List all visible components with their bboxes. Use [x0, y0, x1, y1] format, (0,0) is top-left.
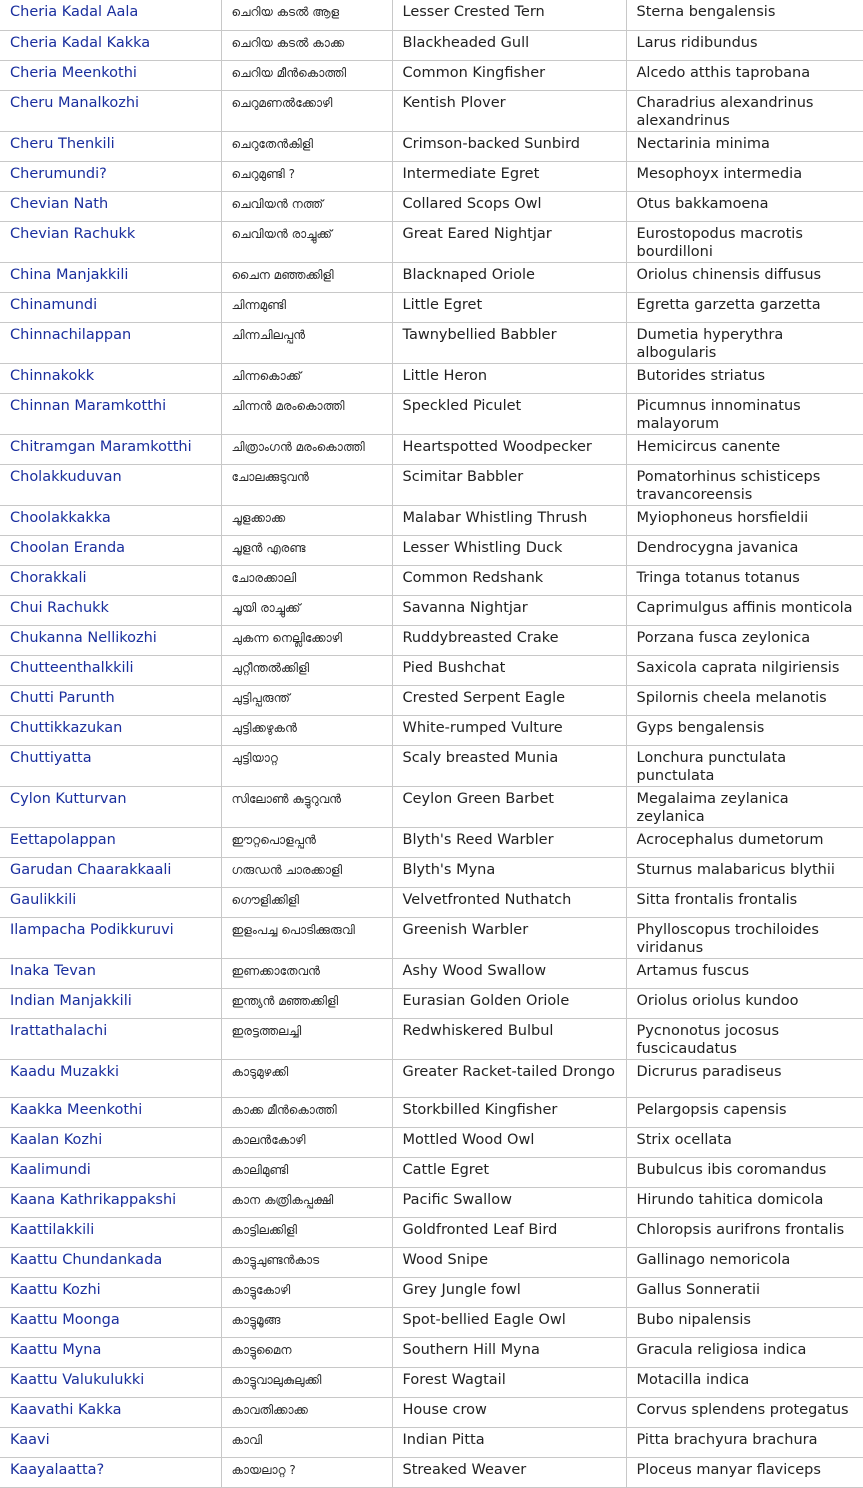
malayalam-name-cell: ചെവിയൻ രാച്ചുക്ക് [221, 221, 392, 262]
english-name-cell: Wood Snipe [392, 1247, 626, 1277]
table-row [0, 1059, 863, 1097]
local-name-cell: Chuttiyatta [0, 745, 221, 786]
scientific-name-cell: Tringa totanus totanus [626, 565, 863, 595]
table-row [0, 191, 863, 221]
malayalam-name-cell: ഇളംപച്ച പൊടിക്കുരുവി [221, 917, 392, 958]
table-row [0, 917, 863, 958]
english-name-cell: Intermediate Egret [392, 161, 626, 191]
english-name-cell: Grey Jungle fowl [392, 1277, 626, 1307]
table-row [0, 535, 863, 565]
english-name-cell: Little Heron [392, 363, 626, 393]
malayalam-name-cell: കാലിമുണ്ടി [221, 1157, 392, 1187]
local-name-cell: Chinnan Maramkotthi [0, 393, 221, 434]
scientific-name-cell: Hemicircus canente [626, 434, 863, 464]
local-name-cell: Inaka Tevan [0, 958, 221, 988]
malayalam-name-cell: ഗൌളിക്കിളി [221, 887, 392, 917]
scientific-name-cell: Megalaima zeylanica zeylanica [626, 786, 863, 827]
english-name-cell: Velvetfronted Nuthatch [392, 887, 626, 917]
local-name-cell: Indian Manjakkili [0, 988, 221, 1018]
malayalam-name-cell: ചെറിയ കടൽ ആള [221, 0, 392, 30]
scientific-name-cell: Dumetia hyperythra albogularis [626, 322, 863, 363]
table-row [0, 1247, 863, 1277]
scientific-name-cell: Motacilla indica [626, 1367, 863, 1397]
scientific-name-cell: Oriolus chinensis diffusus [626, 262, 863, 292]
scientific-name-cell: Caprimulgus affinis monticola [626, 595, 863, 625]
table-row [0, 1097, 863, 1127]
scientific-name-cell: Alcedo atthis taprobana [626, 60, 863, 90]
malayalam-name-cell: ചിന്നൻ മരംകൊത്തി [221, 393, 392, 434]
english-name-cell: Crimson-backed Sunbird [392, 131, 626, 161]
table-row [0, 262, 863, 292]
local-name-cell: Kaana Kathrikappakshi [0, 1187, 221, 1217]
scientific-name-cell: Chloropsis aurifrons frontalis [626, 1217, 863, 1247]
malayalam-name-cell: കാടുമുഴക്കി [221, 1059, 392, 1097]
scientific-name-cell: Gyps bengalensis [626, 715, 863, 745]
scientific-name-cell: Pitta brachyura brachura [626, 1427, 863, 1457]
local-name-cell: Kaattu Chundankada [0, 1247, 221, 1277]
scientific-name-cell: Dendrocygna javanica [626, 535, 863, 565]
malayalam-name-cell: ചെറുമണൽക്കോഴി [221, 90, 392, 131]
malayalam-name-cell: സിലോൺ കുട്ടുറുവൻ [221, 786, 392, 827]
scientific-name-cell: Pycnonotus jocosus fuscicaudatus [626, 1018, 863, 1059]
scientific-name-cell: Phylloscopus trochiloides viridanus [626, 917, 863, 958]
table-row [0, 1427, 863, 1457]
scientific-name-cell: Pomatorhinus schisticeps travancoreensis [626, 464, 863, 505]
english-name-cell: White-rumped Vulture [392, 715, 626, 745]
local-name-cell: Chui Rachukk [0, 595, 221, 625]
scientific-name-cell: Acrocephalus dumetorum [626, 827, 863, 857]
table-row [0, 363, 863, 393]
english-name-cell: Scaly breasted Munia [392, 745, 626, 786]
scientific-name-cell: Hirundo tahitica domicola [626, 1187, 863, 1217]
english-name-cell: Blyth's Reed Warbler [392, 827, 626, 857]
malayalam-name-cell: ചുറ്റീന്തൽക്കിളി [221, 655, 392, 685]
malayalam-name-cell: ചിത്രാംഗൻ മരംകൊത്തി [221, 434, 392, 464]
english-name-cell: Blackheaded Gull [392, 30, 626, 60]
scientific-name-cell: Larus ridibundus [626, 30, 863, 60]
scientific-name-cell: Bubulcus ibis coromandus [626, 1157, 863, 1187]
scientific-name-cell: Spilornis cheela melanotis [626, 685, 863, 715]
scientific-name-cell: Mesophoyx intermedia [626, 161, 863, 191]
local-name-cell: Ilampacha Podikkuruvi [0, 917, 221, 958]
table-row [0, 1337, 863, 1367]
malayalam-name-cell: കാട്ടുമൂങ്ങ [221, 1307, 392, 1337]
table-row [0, 322, 863, 363]
local-name-cell: Cherumundi? [0, 161, 221, 191]
scientific-name-cell: Gallus Sonneratii [626, 1277, 863, 1307]
english-name-cell: Blyth's Myna [392, 857, 626, 887]
table-row [0, 958, 863, 988]
english-name-cell: Tawnybellied Babbler [392, 322, 626, 363]
english-name-cell: Malabar Whistling Thrush [392, 505, 626, 535]
english-name-cell: Storkbilled Kingfisher [392, 1097, 626, 1127]
english-name-cell: Southern Hill Myna [392, 1337, 626, 1367]
malayalam-name-cell: ചൂളൻ എരണ്ട [221, 535, 392, 565]
local-name-cell: Eettapolappan [0, 827, 221, 857]
table-row [0, 1367, 863, 1397]
local-name-cell: Cheru Thenkili [0, 131, 221, 161]
malayalam-name-cell: കാട്ടുവാലുകുലുക്കി [221, 1367, 392, 1397]
scientific-name-cell: Oriolus oriolus kundoo [626, 988, 863, 1018]
table-row [0, 786, 863, 827]
local-name-cell: Kaattu Moonga [0, 1307, 221, 1337]
scientific-name-cell: Ploceus manyar flaviceps [626, 1457, 863, 1487]
malayalam-name-cell: ചെറുമുണ്ടി ? [221, 161, 392, 191]
local-name-cell: China Manjakkili [0, 262, 221, 292]
malayalam-name-cell: കായലാറ്റ ? [221, 1457, 392, 1487]
local-name-cell: Kaattu Kozhi [0, 1277, 221, 1307]
table-row [0, 464, 863, 505]
english-name-cell: Scimitar Babbler [392, 464, 626, 505]
table-row [0, 161, 863, 191]
english-name-cell: Kentish Plover [392, 90, 626, 131]
local-name-cell: Cholakkuduvan [0, 464, 221, 505]
local-name-cell: Chevian Rachukk [0, 221, 221, 262]
local-name-cell: Kaadu Muzakki [0, 1059, 221, 1097]
scientific-name-cell: Sterna bengalensis [626, 0, 863, 30]
local-name-cell: Cheria Kadal Kakka [0, 30, 221, 60]
scientific-name-cell: Corvus splendens protegatus [626, 1397, 863, 1427]
table-row [0, 1157, 863, 1187]
local-name-cell: Cheru Manalkozhi [0, 90, 221, 131]
table-row [0, 1018, 863, 1059]
scientific-name-cell: Charadrius alexandrinus alexandrinus [626, 90, 863, 131]
table-row [0, 745, 863, 786]
local-name-cell: Kaavi [0, 1427, 221, 1457]
malayalam-name-cell: ഗരുഡൻ ചാരക്കാളി [221, 857, 392, 887]
english-name-cell: Crested Serpent Eagle [392, 685, 626, 715]
table-row [0, 715, 863, 745]
local-name-cell: Choolan Eranda [0, 535, 221, 565]
malayalam-name-cell: ചെവിയൻ നത്ത് [221, 191, 392, 221]
scientific-name-cell: Nectarinia minima [626, 131, 863, 161]
malayalam-name-cell: ചൈന മഞ്ഞക്കിളി [221, 262, 392, 292]
malayalam-name-cell: ചോരക്കാലി [221, 565, 392, 595]
malayalam-name-cell: ചെറുതേൻകിളി [221, 131, 392, 161]
scientific-name-cell: Egretta garzetta garzetta [626, 292, 863, 322]
english-name-cell: Ashy Wood Swallow [392, 958, 626, 988]
local-name-cell: Cheria Meenkothi [0, 60, 221, 90]
scientific-name-cell: Strix ocellata [626, 1127, 863, 1157]
local-name-cell: Chukanna Nellikozhi [0, 625, 221, 655]
malayalam-name-cell: ചിന്നചിലപ്പൻ [221, 322, 392, 363]
scientific-name-cell: Artamus fuscus [626, 958, 863, 988]
table-row [0, 30, 863, 60]
malayalam-name-cell: കാവതിക്കാക്ക [221, 1397, 392, 1427]
english-name-cell: Ruddybreasted Crake [392, 625, 626, 655]
malayalam-name-cell: ചുകന്ന നെല്ലിക്കോഴി [221, 625, 392, 655]
english-name-cell: Goldfronted Leaf Bird [392, 1217, 626, 1247]
scientific-name-cell: Lonchura punctulata punctulata [626, 745, 863, 786]
table-row [0, 1187, 863, 1217]
english-name-cell: Greenish Warbler [392, 917, 626, 958]
english-name-cell: Forest Wagtail [392, 1367, 626, 1397]
english-name-cell: Little Egret [392, 292, 626, 322]
table-row [0, 565, 863, 595]
local-name-cell: Chitramgan Maramkotthi [0, 434, 221, 464]
local-name-cell: Kaayalaatta? [0, 1457, 221, 1487]
malayalam-name-cell: കാന കത്രികപ്പക്ഷി [221, 1187, 392, 1217]
local-name-cell: Kaattu Valukulukki [0, 1367, 221, 1397]
malayalam-name-cell: ചെറിയ മീൻകൊത്തി [221, 60, 392, 90]
english-name-cell: Redwhiskered Bulbul [392, 1018, 626, 1059]
scientific-name-cell: Gallinago nemoricola [626, 1247, 863, 1277]
table-row [0, 887, 863, 917]
local-name-cell: Kaattilakkili [0, 1217, 221, 1247]
malayalam-name-cell: കാവി [221, 1427, 392, 1457]
local-name-cell: Garudan Chaarakkaali [0, 857, 221, 887]
malayalam-name-cell: കാട്ടുചുണ്ടൻകാട [221, 1247, 392, 1277]
malayalam-name-cell: ചോലക്കുടുവൻ [221, 464, 392, 505]
scientific-name-cell: Myiophoneus horsfieldii [626, 505, 863, 535]
table-row [0, 1127, 863, 1157]
malayalam-name-cell: ചിന്നമുണ്ടി [221, 292, 392, 322]
malayalam-name-cell: ഇണക്കാതേവൻ [221, 958, 392, 988]
malayalam-name-cell: ചൂളക്കാക്ക [221, 505, 392, 535]
malayalam-name-cell: ചുട്ടിപ്പരുന്ത് [221, 685, 392, 715]
local-name-cell: Chutti Parunth [0, 685, 221, 715]
scientific-name-cell: Saxicola caprata nilgiriensis [626, 655, 863, 685]
english-name-cell: Cattle Egret [392, 1157, 626, 1187]
malayalam-name-cell: കാട്ടിലക്കിളി [221, 1217, 392, 1247]
malayalam-name-cell: കാക്ക മീൻകൊത്തി [221, 1097, 392, 1127]
english-name-cell: Blacknaped Oriole [392, 262, 626, 292]
table-row [0, 221, 863, 262]
table-row [0, 1277, 863, 1307]
table-row [0, 827, 863, 857]
english-name-cell: Spot-bellied Eagle Owl [392, 1307, 626, 1337]
malayalam-name-cell: ചുട്ടിക്കഴുകൻ [221, 715, 392, 745]
english-name-cell: Ceylon Green Barbet [392, 786, 626, 827]
scientific-name-cell: Bubo nipalensis [626, 1307, 863, 1337]
malayalam-name-cell: കാട്ടുമൈന [221, 1337, 392, 1367]
scientific-name-cell: Picumnus innominatus malayorum [626, 393, 863, 434]
table-row [0, 1217, 863, 1247]
table-row [0, 1307, 863, 1337]
local-name-cell: Chinamundi [0, 292, 221, 322]
local-name-cell: Choolakkakka [0, 505, 221, 535]
table-row [0, 685, 863, 715]
table-row [0, 857, 863, 887]
scientific-name-cell: Otus bakkamoena [626, 191, 863, 221]
english-name-cell: Savanna Nightjar [392, 595, 626, 625]
local-name-cell: Kaakka Meenkothi [0, 1097, 221, 1127]
local-name-cell: Gaulikkili [0, 887, 221, 917]
malayalam-name-cell: ഈറ്റപൊളപ്പൻ [221, 827, 392, 857]
table-row [0, 988, 863, 1018]
table-row [0, 90, 863, 131]
english-name-cell: Heartspotted Woodpecker [392, 434, 626, 464]
table-row [0, 1457, 863, 1487]
local-name-cell: Chevian Nath [0, 191, 221, 221]
malayalam-name-cell: ചുട്ടിയാറ്റ [221, 745, 392, 786]
scientific-name-cell: Eurostopodus macrotis bourdilloni [626, 221, 863, 262]
scientific-name-cell: Gracula religiosa indica [626, 1337, 863, 1367]
english-name-cell: Pied Bushchat [392, 655, 626, 685]
local-name-cell: Chutteenthalkkili [0, 655, 221, 685]
malayalam-name-cell: ചിന്നകൊക്ക് [221, 363, 392, 393]
english-name-cell: Indian Pitta [392, 1427, 626, 1457]
table-row [0, 595, 863, 625]
scientific-name-cell: Dicrurus paradiseus [626, 1059, 863, 1097]
table-row [0, 393, 863, 434]
english-name-cell: Eurasian Golden Oriole [392, 988, 626, 1018]
english-name-cell: House crow [392, 1397, 626, 1427]
scientific-name-cell: Porzana fusca zeylonica [626, 625, 863, 655]
english-name-cell: Lesser Whistling Duck [392, 535, 626, 565]
english-name-cell: Common Redshank [392, 565, 626, 595]
table-row [0, 625, 863, 655]
scientific-name-cell: Pelargopsis capensis [626, 1097, 863, 1127]
english-name-cell: Collared Scops Owl [392, 191, 626, 221]
local-name-cell: Kaavathi Kakka [0, 1397, 221, 1427]
local-name-cell: Cylon Kutturvan [0, 786, 221, 827]
local-name-cell: Kaalan Kozhi [0, 1127, 221, 1157]
english-name-cell: Greater Racket-tailed Drongo [392, 1059, 626, 1097]
english-name-cell: Common Kingfisher [392, 60, 626, 90]
local-name-cell: Chuttikkazukan [0, 715, 221, 745]
malayalam-name-cell: ചെറിയ കടൽ കാക്ക [221, 30, 392, 60]
english-name-cell: Streaked Weaver [392, 1457, 626, 1487]
table-row [0, 434, 863, 464]
local-name-cell: Chorakkali [0, 565, 221, 595]
table-row [0, 1397, 863, 1427]
malayalam-name-cell: ചൂയി രാച്ചുക്ക് [221, 595, 392, 625]
english-name-cell: Pacific Swallow [392, 1187, 626, 1217]
malayalam-name-cell: കാട്ടുകോഴി [221, 1277, 392, 1307]
scientific-name-cell: Sitta frontalis frontalis [626, 887, 863, 917]
local-name-cell: Cheria Kadal Aala [0, 0, 221, 30]
malayalam-name-cell: ഇന്ത്യൻ മഞ്ഞക്കിളി [221, 988, 392, 1018]
local-name-cell: Kaalimundi [0, 1157, 221, 1187]
malayalam-name-cell: കാലൻകോഴി [221, 1127, 392, 1157]
english-name-cell: Lesser Crested Tern [392, 0, 626, 30]
scientific-name-cell: Butorides striatus [626, 363, 863, 393]
table-row [0, 655, 863, 685]
english-name-cell: Mottled Wood Owl [392, 1127, 626, 1157]
table-row [0, 131, 863, 161]
scientific-name-cell: Sturnus malabaricus blythii [626, 857, 863, 887]
malayalam-name-cell: ഇരട്ടത്തലച്ചി [221, 1018, 392, 1059]
table-row [0, 60, 863, 90]
local-name-cell: Irattathalachi [0, 1018, 221, 1059]
table-row [0, 292, 863, 322]
table-row [0, 505, 863, 535]
english-name-cell: Great Eared Nightjar [392, 221, 626, 262]
local-name-cell: Kaattu Myna [0, 1337, 221, 1367]
local-name-cell: Chinnachilappan [0, 322, 221, 363]
english-name-cell: Speckled Piculet [392, 393, 626, 434]
local-name-cell: Chinnakokk [0, 363, 221, 393]
table-row [0, 0, 863, 30]
